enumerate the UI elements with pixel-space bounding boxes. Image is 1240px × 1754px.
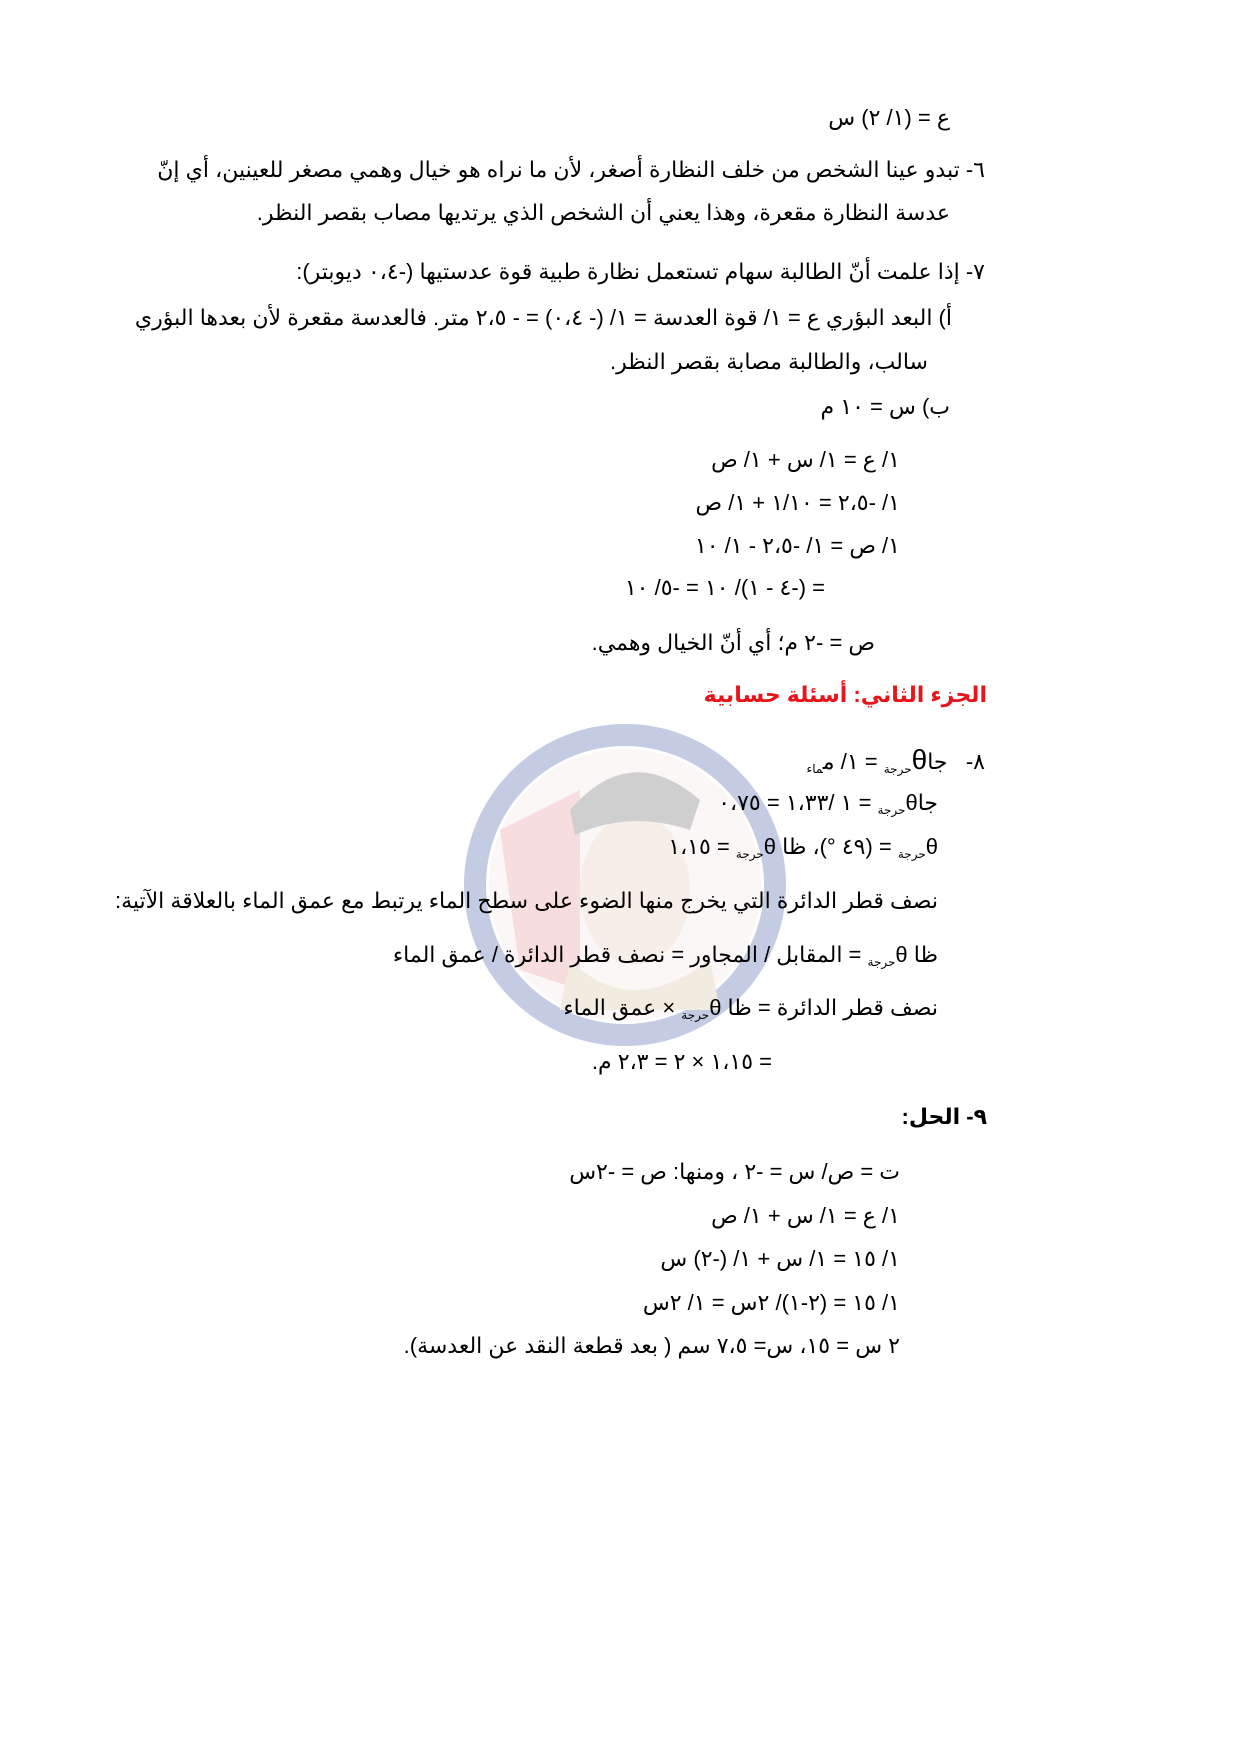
equation-result: = ١،١٥ × ٢ = ٢،٣ م. — [591, 1049, 772, 1074]
text: نصف قطر الدائرة = ظا — [721, 995, 938, 1020]
subscript: حرجة — [867, 955, 896, 969]
equation-line: ١/ ع = ١/ س + ١/ ص — [711, 447, 900, 472]
subscript: حرجة — [897, 847, 926, 861]
equation-line: ١/ ١٥ = (٢-١)/ ٢س = ١/ ٢س — [642, 1290, 900, 1315]
text: = ١ /١،٣٣ = ٠،٧٥ — [718, 790, 878, 815]
subscript: حرجة — [883, 762, 912, 776]
equation-line: ١/ ١٥ = ١/ س + ١/ (-٢) س — [660, 1246, 900, 1271]
question-7a: أ) البعد البؤري ع = ١/ قوة العدسة = ١/ (- ٠،٤) = - ٢،٥ متر. فالعدسة مقعرة لأن بعدها البؤري — [134, 305, 952, 330]
equation-line: ع = (١/ ٢) س — [828, 105, 950, 130]
theta-symbol: θ — [925, 834, 938, 859]
equation-line: ١/ ص = ١/ -٢،٥ - ١/ ١٠ — [694, 533, 900, 558]
question-8 — [807, 745, 985, 784]
text: ظا — [907, 942, 938, 967]
text: = ١/ م — [822, 749, 884, 774]
theta-symbol: θ — [911, 744, 928, 775]
text: = المقابل / المجاور = نصف قطر الدائرة / عمق الماء — [392, 942, 868, 967]
question-6-cont: عدسة النظارة مقعرة، وهذا يعني أن الشخص الذي يرتديها مصاب بقصر النظر. — [256, 200, 950, 225]
question-number: ٨- — [965, 749, 985, 774]
question-7b: ب) س = ١٠ م — [820, 394, 950, 419]
equation-line: ت = ص/ س = -٢ ، ومنها: ص = -٢س — [569, 1159, 900, 1184]
equation-line — [718, 788, 938, 825]
equation-line: ١/ ع = ١/ س + ١/ ص — [711, 1203, 900, 1228]
text: = ١،١٥ — [668, 834, 736, 859]
equation-line: = (-٤ - ١)/ ١٠ = -٥/ ١٠ — [624, 575, 825, 600]
question-9: ٩- الحل: — [901, 1104, 987, 1129]
equation-result: ص = -٢ م؛ أي أنّ الخيال وهمي. — [591, 630, 875, 655]
theta-symbol: θ — [895, 942, 908, 967]
equation-line — [393, 940, 938, 977]
equation-line — [668, 832, 938, 869]
equation-result: ٢ س = ١٥، س= ٧،٥ سم ( بعد قطعة النقد عن العدسة). — [403, 1333, 900, 1358]
subscript: حرجة — [877, 803, 906, 817]
question-7: ٧- إذا علمت أنّ الطالبة سهام تستعمل نظارة طبية قوة عدستيها (-٠،٤ ديوبتر): — [296, 259, 985, 284]
theta-symbol: θ — [905, 790, 918, 815]
text: جا — [917, 790, 938, 815]
theta-symbol: θ — [763, 834, 777, 859]
equation-line — [563, 993, 938, 1030]
text: = (٤٩ °)، ظا — [776, 834, 898, 859]
subscript: ماء — [806, 762, 823, 776]
explanation-text: نصف قطر الدائرة التي يخرج منها الضوء على سطح الماء يرتبط مع عمق الماء بالعلاقة الآتية: — [114, 888, 938, 913]
subscript: حرجة — [681, 1008, 710, 1022]
question-7a-cont: سالب، والطالبة مصابة بقصر النظر. — [609, 349, 928, 374]
text: × عمق الماء — [563, 995, 682, 1020]
subscript: حرجة — [735, 847, 764, 861]
section-heading: الجزء الثاني: أسئلة حسابية — [703, 682, 987, 707]
text: جا — [927, 749, 948, 774]
question-6: ٦- تبدو عينا الشخص من خلف النظارة أصغر، لأن ما نراه هو خيال وهمي مصغر للعينين، أي إنّ — [157, 157, 985, 182]
equation-line: ١/ -٢،٥ = ١/١٠ + ١/ ص — [695, 490, 900, 515]
theta-symbol: θ — [709, 995, 722, 1020]
